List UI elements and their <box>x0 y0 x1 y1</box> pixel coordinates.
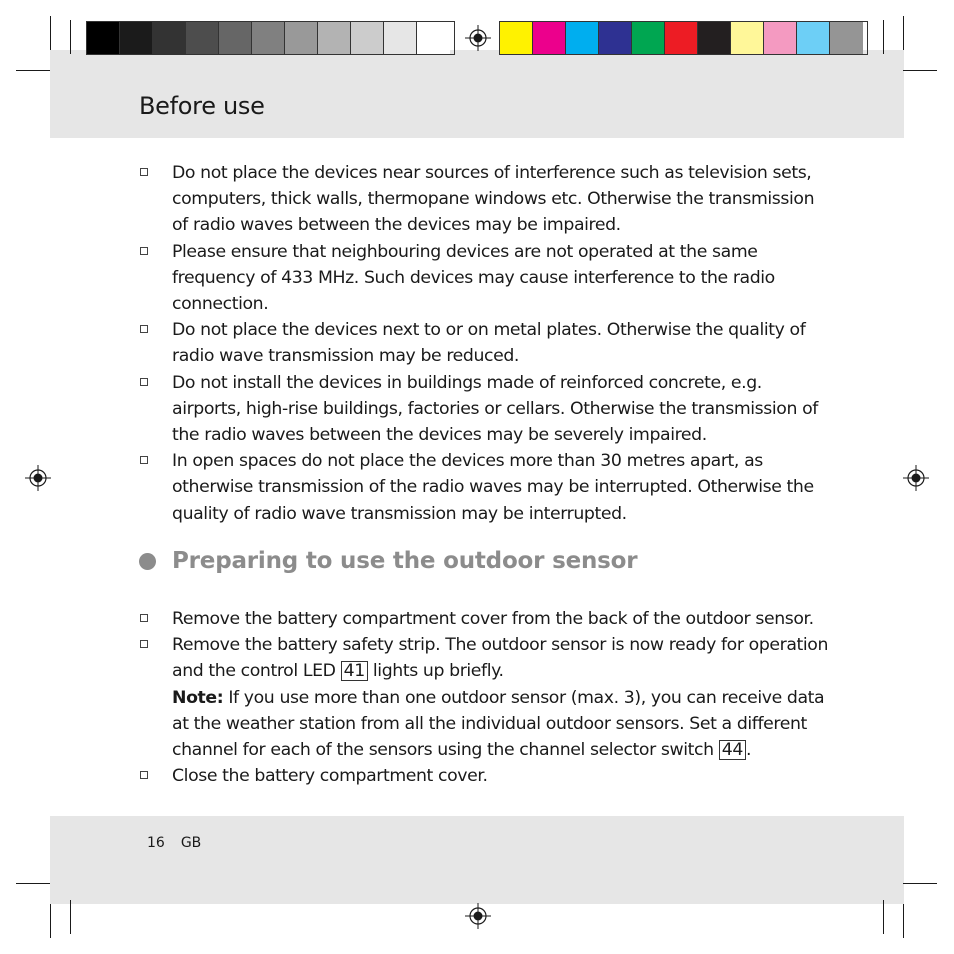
checkbox-bullet-icon <box>140 771 148 779</box>
list-item-text: Do not place the devices near sources of interference such as television sets, computers, thick walls, thermopane windows etc. Otherwise the transmission of radio waves between the devices may be impaired. <box>172 163 815 236</box>
color-swatch <box>87 22 120 54</box>
crop-mark <box>883 20 884 54</box>
color-swatch <box>417 22 450 54</box>
crop-mark <box>903 16 904 50</box>
crop-mark <box>50 16 51 50</box>
page-number: 16 <box>147 835 165 851</box>
color-swatch <box>797 22 830 54</box>
list-item <box>139 370 829 449</box>
registration-mark-icon <box>25 465 51 491</box>
checkbox-bullet-icon <box>140 247 148 255</box>
checkbox-bullet-icon <box>140 456 148 464</box>
page-footer <box>147 835 201 851</box>
note-text: If you use more than one outdoor sensor (max. 3), you can receive data at the weather station from all the individual outdoor sensors. Set a different channel for each of the sensors using the channel selector switch <box>172 687 825 761</box>
color-calibration-bar <box>499 21 868 55</box>
list-item-text: Remove the battery safety strip. The outdoor sensor is now ready for operation and the control LED <box>172 635 829 682</box>
checkbox-bullet-icon <box>140 168 148 176</box>
grayscale-calibration-bar <box>86 21 455 55</box>
warnings-list <box>139 160 829 527</box>
color-swatch <box>153 22 186 54</box>
registration-mark-icon <box>465 903 491 929</box>
list-item-text: Do not place the devices next to or on metal plates. Otherwise the quality of radio wave transmission may be reduced. <box>172 320 806 367</box>
color-swatch <box>120 22 153 54</box>
crop-mark <box>903 904 904 938</box>
registration-mark-icon <box>465 25 491 51</box>
color-swatch <box>830 22 863 54</box>
section-heading <box>139 548 637 574</box>
crop-mark <box>70 20 71 54</box>
checkbox-bullet-icon <box>140 640 148 648</box>
part-reference-44: 44 <box>719 740 746 760</box>
footer-band <box>50 816 904 904</box>
color-swatch <box>285 22 318 54</box>
bullet-dot-icon <box>139 553 156 570</box>
crop-mark <box>903 883 937 884</box>
checkbox-bullet-icon <box>140 614 148 622</box>
color-swatch <box>566 22 599 54</box>
crop-mark <box>70 900 71 934</box>
color-swatch <box>599 22 632 54</box>
color-swatch <box>632 22 665 54</box>
registration-mark-icon <box>903 465 929 491</box>
color-swatch <box>764 22 797 54</box>
color-swatch <box>384 22 417 54</box>
checkbox-bullet-icon <box>140 325 148 333</box>
part-reference-41: 41 <box>341 661 368 681</box>
list-item-text: Remove the battery compartment cover from the back of the outdoor sensor. <box>172 609 814 629</box>
list-item <box>139 448 829 527</box>
list-item-text: Please ensure that neighbouring devices are not operated at the same frequency of 433 MHz. Such devices may cause interference to the radio connection. <box>172 241 775 315</box>
list-item <box>139 317 829 369</box>
language-code: GB <box>180 835 202 851</box>
color-swatch <box>698 22 731 54</box>
list-item <box>139 632 829 763</box>
color-swatch <box>252 22 285 54</box>
color-swatch <box>665 22 698 54</box>
list-item <box>139 239 829 318</box>
list-item-text: Do not install the devices in buildings made of reinforced concrete, e.g. airports, high-rise buildings, factories or cellars. Otherwise the transmission of the radio waves between the devices may be severely impaired. <box>172 372 818 446</box>
crop-mark <box>903 70 937 71</box>
list-item <box>139 160 829 239</box>
crop-mark <box>50 904 51 938</box>
color-swatch <box>500 22 533 54</box>
crop-mark <box>16 883 50 884</box>
list-item-text: In open spaces do not place the devices more than 30 metres apart, as otherwise transmission of the radio waves may be interrupted. Otherwise the quality of radio wave transmission may be interrupted. <box>172 451 814 524</box>
page-title: Before use <box>139 92 265 120</box>
crop-mark <box>16 70 50 71</box>
crop-mark <box>883 900 884 934</box>
color-swatch <box>351 22 384 54</box>
list-item <box>139 606 829 632</box>
note-text-tail: . <box>745 740 752 761</box>
checkbox-bullet-icon <box>140 378 148 386</box>
list-item-text: Close the battery compartment cover. <box>172 766 488 787</box>
list-item-text-tail: lights up briefly. <box>367 661 504 682</box>
color-swatch <box>219 22 252 54</box>
color-swatch <box>186 22 219 54</box>
color-swatch <box>533 22 566 54</box>
section-title: Preparing to use the outdoor sensor <box>172 548 638 574</box>
color-swatch <box>731 22 764 54</box>
steps-list <box>139 606 829 789</box>
color-swatch <box>318 22 351 54</box>
list-item <box>139 763 829 789</box>
note-label: Note: <box>172 687 224 708</box>
